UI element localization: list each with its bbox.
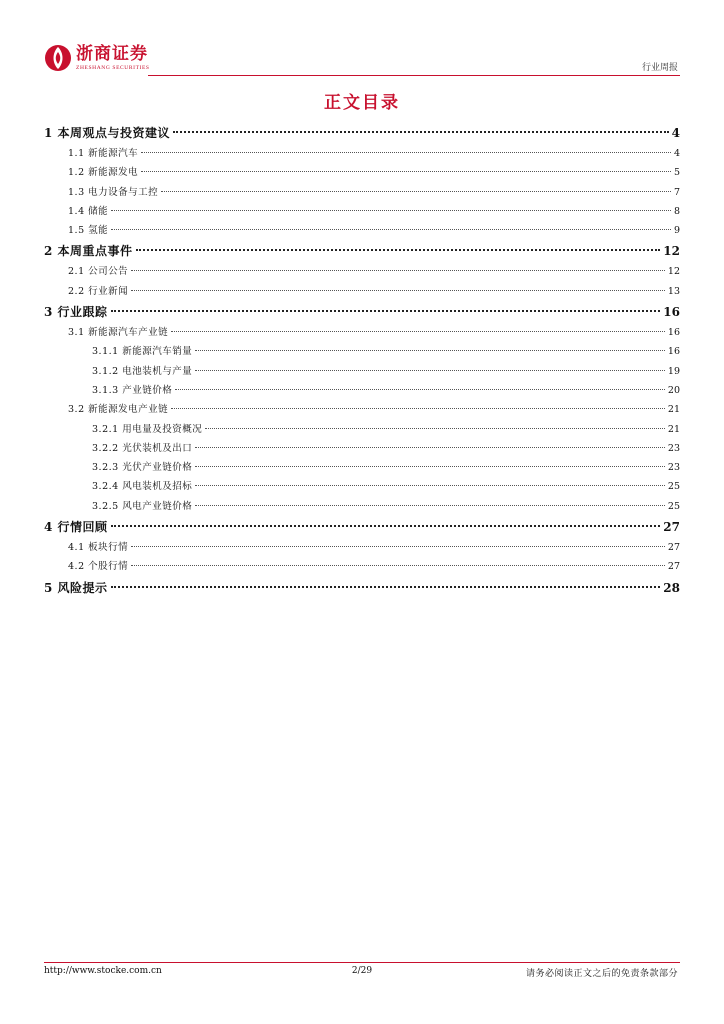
- toc-entry-label: 2 本周重点事件: [44, 244, 133, 259]
- toc-leader-dots: [141, 171, 671, 172]
- header-divider: [148, 75, 680, 76]
- toc-leader-dots: [131, 270, 665, 271]
- toc-entry[interactable]: [44, 202, 680, 221]
- toc-leader-dots: [195, 370, 665, 371]
- toc-entry[interactable]: [44, 262, 680, 281]
- toc-entry-page: 16: [663, 305, 680, 320]
- toc-entry[interactable]: [44, 144, 680, 163]
- toc-entry-label: 1.4 储能: [68, 205, 109, 217]
- toc-entry-page: 4: [673, 148, 680, 159]
- footer-url-link[interactable]: http://www.stocke.com.cn: [44, 966, 162, 976]
- toc-entry[interactable]: [44, 381, 680, 400]
- toc-leader-dots: [205, 428, 665, 429]
- toc-leader-dots: [136, 249, 661, 251]
- toc-entry-page: 25: [667, 481, 680, 493]
- toc-leader-dots: [141, 152, 671, 153]
- toc-entry-label: 3.2.1 用电量及投资概况: [92, 423, 203, 435]
- toc-entry-page: 20: [667, 384, 680, 396]
- toc-entry-label: 2.1 公司公告: [68, 266, 129, 278]
- report-type-label: 行业周报: [641, 63, 678, 73]
- zheshang-logo-icon: [44, 44, 72, 72]
- toc-entry-page: 21: [667, 404, 680, 416]
- toc-entry-label: 1 本周观点与投资建议: [44, 126, 171, 140]
- toc-entry[interactable]: [44, 342, 680, 361]
- toc-entry-label: 1.3 电力设备与工控: [68, 186, 159, 198]
- toc-entry-label: 3.2.4 风电装机及招标: [92, 481, 193, 493]
- toc-leader-dots: [111, 229, 671, 230]
- toc-entry-label: 3.2.2 光伏装机及出口: [92, 442, 193, 454]
- toc-leader-dots: [195, 466, 665, 467]
- toc-entry-page: 13: [667, 285, 680, 297]
- toc-entry-label: 3.1.3 产业链价格: [92, 384, 173, 396]
- toc-entry[interactable]: [44, 538, 680, 557]
- toc-entry-page: 23: [667, 442, 680, 454]
- toc-entry-page: 27: [667, 542, 680, 554]
- toc-entry-page: 19: [667, 365, 680, 377]
- toc-entry[interactable]: [44, 282, 680, 301]
- toc-leader-dots: [195, 447, 665, 448]
- toc-leader-dots: [175, 389, 665, 390]
- toc-entry-label: 3.2.3 光伏产业链价格: [92, 462, 193, 474]
- toc-entry-label: 3.1.1 新能源汽车销量: [92, 346, 193, 358]
- toc-entry-page: 27: [663, 520, 680, 535]
- toc-entry[interactable]: [44, 362, 680, 381]
- toc-entry-label: 1.1 新能源汽车: [68, 148, 139, 159]
- toc-entry-label: 1.5 氢能: [68, 225, 109, 237]
- toc-entry-page: 9: [673, 225, 680, 237]
- toc-entry[interactable]: [44, 240, 680, 262]
- page-number: 2/29: [351, 966, 373, 976]
- toc-entry-page: 4: [671, 126, 680, 140]
- toc-entry[interactable]: [44, 163, 680, 182]
- toc-entry-page: 28: [663, 580, 680, 595]
- toc-entry[interactable]: [44, 221, 680, 240]
- toc-entry[interactable]: [44, 183, 680, 202]
- toc-leader-dots: [173, 131, 669, 133]
- page-header: [44, 44, 680, 78]
- toc-entry-page: 16: [667, 327, 680, 339]
- toc-entry[interactable]: [44, 420, 680, 439]
- disclaimer-note: 请务必阅读正文之后的免责条款部分: [525, 969, 678, 979]
- toc-entry[interactable]: [44, 323, 680, 342]
- toc-leader-dots: [171, 408, 665, 409]
- toc-entry[interactable]: [44, 557, 680, 576]
- toc-leader-dots: [161, 191, 671, 192]
- toc-entry[interactable]: [44, 497, 680, 516]
- toc-entry-label: 2.2 行业新闻: [68, 285, 129, 297]
- toc-entry-label: 3.1 新能源汽车产业链: [68, 327, 169, 339]
- toc-entry[interactable]: [44, 439, 680, 458]
- footer-divider: [44, 962, 680, 963]
- toc-entry-label: 3.2.5 风电产业链价格: [92, 500, 193, 512]
- toc-leader-dots: [195, 350, 665, 351]
- toc-leader-dots: [195, 485, 665, 486]
- toc-entry-label: 3.1.2 电池装机与产量: [92, 365, 193, 377]
- toc-entry-page: 27: [667, 561, 680, 573]
- toc-entry-page: 8: [673, 205, 680, 217]
- toc-entry-label: 1.2 新能源发电: [68, 167, 139, 179]
- toc-entry[interactable]: [44, 477, 680, 496]
- toc-leader-dots: [195, 505, 665, 506]
- toc-entry-label: 4.2 个股行情: [68, 561, 129, 573]
- toc-entry-page: 7: [673, 186, 680, 198]
- toc-entry-label: 3 行业跟踪: [44, 305, 108, 320]
- toc-entry[interactable]: [44, 400, 680, 419]
- toc-leader-dots: [171, 331, 665, 332]
- toc-entry-page: 12: [667, 266, 680, 278]
- toc-entry[interactable]: [44, 458, 680, 477]
- logo-english-name: ZHESHANG SECURITIES: [76, 64, 150, 71]
- toc-leader-dots: [111, 586, 661, 588]
- toc-entry-label: 4.1 板块行情: [68, 542, 129, 554]
- page-footer: [44, 962, 680, 982]
- toc-title: 正文目录: [324, 93, 400, 113]
- toc-leader-dots: [111, 210, 671, 211]
- logo-chinese-name: 浙商证券: [76, 43, 148, 64]
- company-logo: [44, 44, 150, 72]
- toc-entry-label: 4 行情回顾: [44, 520, 108, 535]
- toc-leader-dots: [131, 290, 665, 291]
- toc-entry-page: 25: [667, 500, 680, 512]
- toc-entry-page: 5: [673, 167, 680, 179]
- table-of-contents: [44, 122, 680, 599]
- toc-entry-page: 21: [667, 423, 680, 435]
- toc-entry-label: 5 风险提示: [44, 580, 108, 595]
- toc-leader-dots: [111, 525, 661, 527]
- toc-entry-page: 12: [663, 244, 680, 259]
- toc-entry-page: 16: [667, 346, 680, 358]
- toc-leader-dots: [111, 310, 661, 312]
- toc-entry-page: 23: [667, 462, 680, 474]
- toc-entry[interactable]: [44, 122, 680, 144]
- toc-leader-dots: [131, 546, 665, 547]
- toc-entry[interactable]: [44, 577, 680, 599]
- toc-entry-label: 3.2 新能源发电产业链: [68, 404, 169, 416]
- toc-entry[interactable]: [44, 516, 680, 538]
- toc-leader-dots: [131, 565, 665, 566]
- toc-entry[interactable]: [44, 301, 680, 323]
